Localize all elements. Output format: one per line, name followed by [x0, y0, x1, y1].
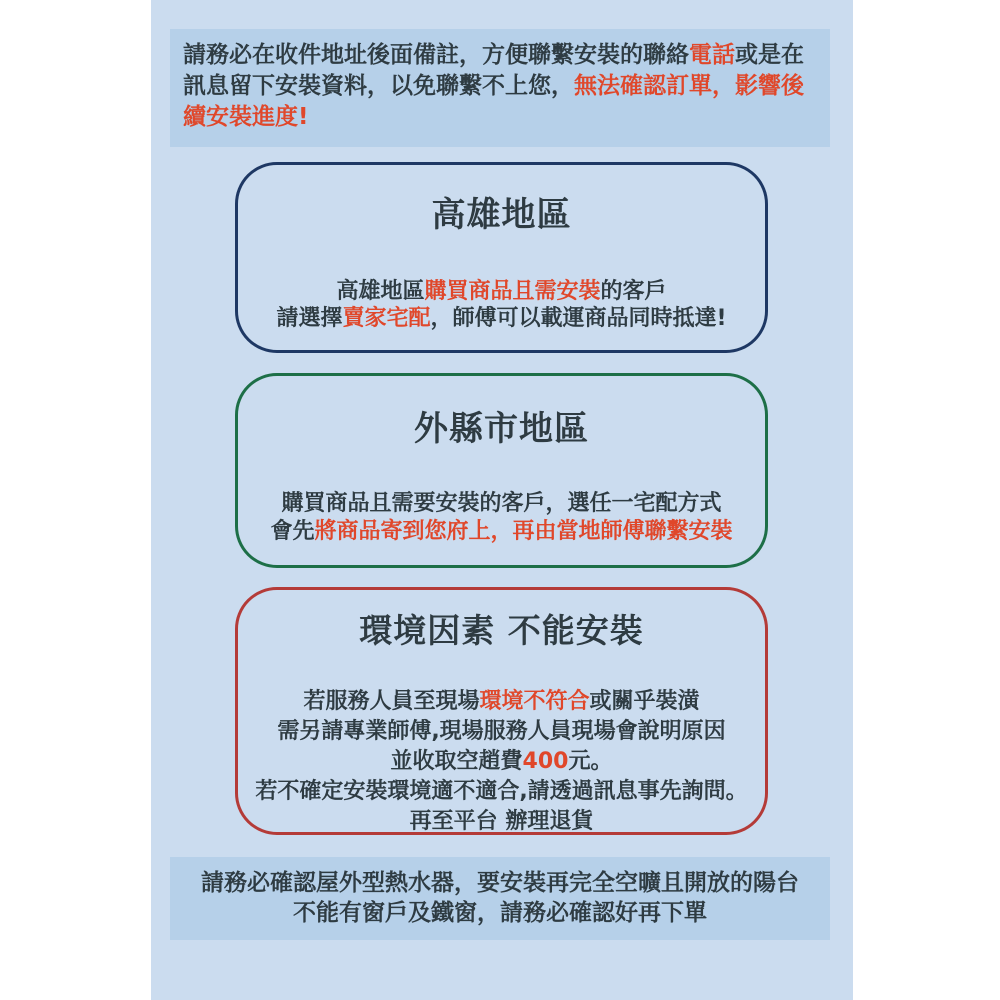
- environment-factor-box: [235, 587, 768, 835]
- kaohsiung-area-title: 高雄地區: [431, 195, 572, 235]
- text-line: 會先將商品寄到您府上，再由當地師傅聯繫安裝: [270, 519, 733, 544]
- text-line: 請務必在收件地址後面備註，方便聯繫安裝的聯絡電話或是在: [183, 42, 804, 68]
- text-line: 請務必確認屋外型熱水器，要安裝再完全空曠且開放的陽台: [201, 870, 799, 896]
- top-notice: [170, 29, 830, 147]
- text-line: 若服務人員至現場環境不符合或關乎裝潢: [303, 689, 700, 714]
- text-line: 不能有窗戶及鐵窗，請務必確認好再下單: [293, 900, 707, 926]
- text-line: 購買商品且需要安裝的客戶，選任一宅配方式: [281, 491, 722, 516]
- environment-factor-body: [238, 687, 765, 837]
- environment-factor-title: 環境因素 不能安裝: [359, 611, 644, 650]
- other-counties-box: [235, 373, 768, 568]
- other-counties-title: 外縣市地區: [414, 409, 589, 449]
- text-line: 若不確定安裝環境適不適合,請透過訊息事先詢問。: [255, 779, 748, 804]
- text-line: 請選擇賣家宅配，師傅可以載運商品同時抵達!: [276, 306, 727, 331]
- other-counties-body: [238, 490, 765, 546]
- text-line: 訊息留下安裝資料，以免聯繫不上您，無法確認訂單，影響後: [183, 73, 804, 99]
- text-line: 並收取空趙費400元。: [390, 749, 613, 774]
- text-line: 需另請專業師傅,現場服務人員現場會說明原因: [277, 719, 726, 744]
- text-line: 高雄地區購買商品且需安裝的客戶: [336, 279, 667, 304]
- kaohsiung-area-box: [235, 162, 768, 353]
- text-line: 續安裝進度!: [183, 104, 309, 130]
- text-line: 再至平台 辦理退貨: [409, 809, 594, 834]
- bottom-notice: [170, 857, 830, 940]
- kaohsiung-area-body: [238, 278, 765, 332]
